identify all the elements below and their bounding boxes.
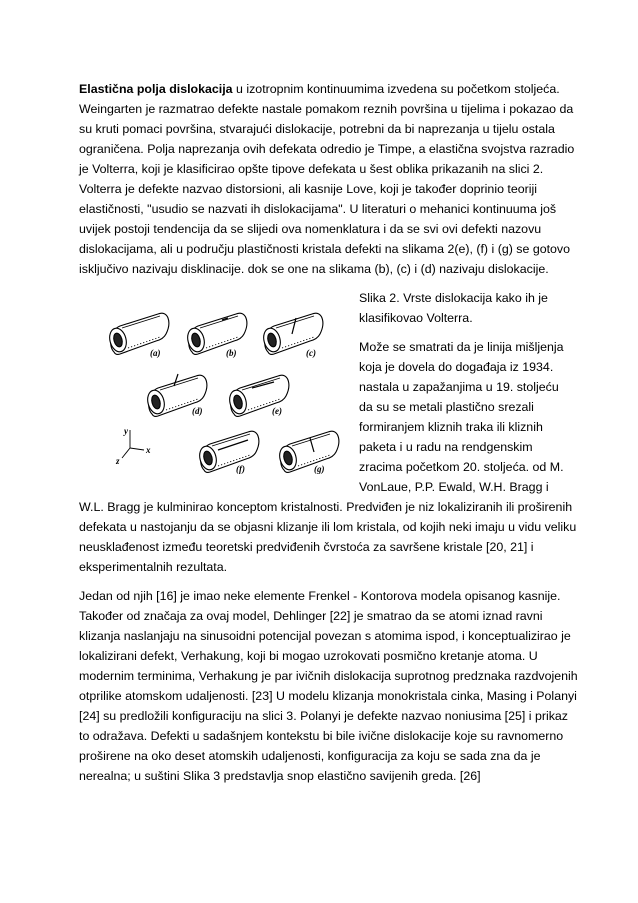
para2-right-line: paketa i u radu na rendgenskim [359,440,533,454]
para3-line: modernim terminima, Verhakung je par ivičnih dislokacija suprotnog predznaka razdvojenih [79,669,578,683]
para2-right-line: VonLaue, P.P. Ewald, W.H. Bragg i [359,480,549,494]
para3-line: lokalizirani defekt, Verhakung, koji bi mogao uzrokovati posmično kretanje atoma. U [79,649,538,663]
para2-line: neusklađenost između teoretski predviđenih čvrstoća za savršene kristale [20, 21] i [79,540,534,554]
para1-bold-lead: Elastična polja dislokacija [79,82,233,96]
para1-line: dislokacijama, ali u području plastičnosti kristala defekti na slikama 2(e), (f) i (g) se gotovo [79,242,571,256]
para1-line: isključivo nazivaju disklinacije. dok se one na slikama (b), (c) i (d) nazivaju dislokacije. [79,262,549,276]
figure-label-f: (f) [236,464,245,474]
figure-label-c: (c) [306,348,316,358]
para1-line: elastičnosti, "usudio se nazvati ih dislokacijama". U literaturi o mehanici kontinuuma još [79,202,557,216]
para2-right-line: koja je dovela do događaja iz 1934. [359,360,554,374]
para1-line: su kruti pomaci površina, stvarajući dislokacije, potrebni da bi naprezanja u tijelu ostala [79,122,555,136]
para3-line: otprilike atomskom udaljenosti. [23] U modelu klizanja monokristala cinka, Masing i Polanyi [79,689,577,703]
para1-line: ograničena. Polja naprezanja ovih defekata odredio je Timpe, a elastična svojstva razradio [79,142,575,156]
figure-label-g: (g) [314,464,325,474]
para3-line: klizanja naslanjaju na sinusoidni potencijal povezan s atomima ispod, i konceptualizirao je [79,629,571,643]
figure-caption-line: Slika 2. Vrste dislokacija kako ih je [359,291,548,305]
para1-line: je Volterra, koji je klasificirao opšte tipove defekata u šest oblika prikazanih na slici 2. [79,162,544,176]
axis-label-x: x [146,445,151,455]
para2-line: defekata u nastojanju da se objasni klizanje ili lom kristala, od kojih neki imaju u vidu veliku [79,520,577,534]
figure-label-d: (d) [192,406,203,416]
para3-line: to odražava. Defekti u sadašnjem kontekstu bi bile ivične dislokacije koje su ravnomerno [79,729,564,743]
cylinder-b [185,313,247,354]
para2-line: eksperimentalnih rezultata. [79,560,228,574]
para2-right-line: Može se smatrati da je linija mišljenja [359,340,564,354]
para1-line: Weingarten je razmatrao defekte nastale pomakom reznih površina u tijelima i pokazao da [79,102,574,116]
axis-label-y: y [124,426,128,436]
axis-label-z: z [116,456,120,466]
para3-line: Također od značaja za ovaj model, Dehlinger [22] je smatrao da se atomi iznad ravni [79,609,543,623]
figure-label-a: (a) [150,348,161,358]
para2-line: W.L. Bragg je kulminirao konceptom kristalnosti. Predviđen je niz lokaliziranih ili proširenih [79,500,573,514]
para1-line-1 [79,79,560,99]
para2-right-line: zracima početkom 20. stoljeća. od M. [359,460,564,474]
para2-right-line: da su se metali plastično srezali [359,400,534,414]
para1-line: Volterra je defekte nazvao distorsioni, ali kasnije Love, koji je također doprinio teoriji [79,182,538,196]
cylinder-f [197,431,259,472]
para1-line-1-rest: u izotropnim kontinuumima izvedena su početkom stoljeća. [232,82,560,96]
para3-line: proširene na oko deset atomskih udaljenosti, konfiguracija za koju se sada zna da je [79,749,541,763]
figure-label-b: (b) [226,348,237,358]
para3-line: nerealna; u suštini Slika 3 predstavlja snop elastično savijenih greda. [26] [79,769,481,783]
para3-line: Jedan od njih [16] je imao neke elemente Frenkel - Kontorova modela opisanog kasnije. [79,589,561,603]
para3-line: [24] su predložili konfiguraciju na slici 3. Polanyi je defekte nazvao noniusima [25] i prikaz [79,709,569,723]
volterra-dislocations-figure [108,300,348,480]
figure-label-e: (e) [272,406,282,416]
cylinder-g [277,431,339,472]
para1-line: uvijek postoji tendencija da se slijedi ova nomenklatura i da se svi ovi defekti nazovu [79,222,542,236]
para2-right-line: formiranjem kliznih traka ili kliznih [359,420,543,434]
figure-caption-line: klasifikovao Volterra. [359,311,473,325]
para2-right-line: nastala u zapažanjima u 19. stoljeću [359,380,559,394]
